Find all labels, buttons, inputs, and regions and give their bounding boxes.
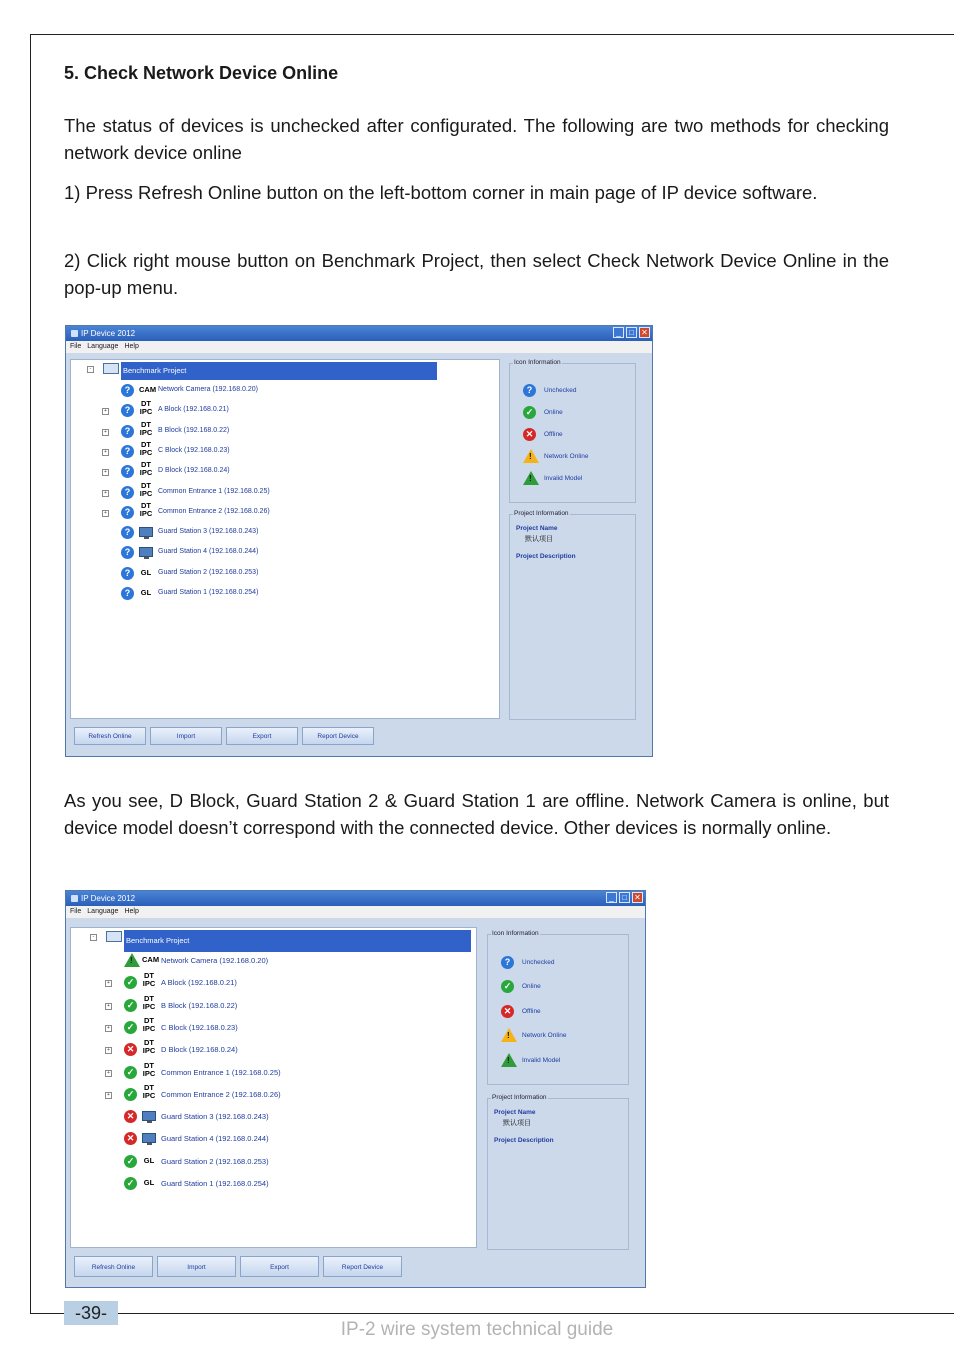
legend-netonline-label: Network Online [522, 1032, 567, 1040]
legend-offline-icon: ✕ [523, 428, 536, 441]
project-description-label: Project Description [494, 1137, 554, 1144]
icon-information-panel [487, 930, 629, 1085]
device-type-dt-ipc: DT IPC [142, 993, 156, 1011]
device-status-online-icon: ✓ [124, 976, 137, 989]
device-type-cam: CAM [139, 385, 157, 394]
device-status-unchecked-icon: ? [121, 445, 134, 458]
project-name-label: Project Name [516, 525, 558, 532]
device-status-unchecked-icon: ? [121, 384, 134, 397]
page-border-left [30, 34, 31, 1314]
tree-collapse-toggle[interactable]: - [90, 934, 97, 941]
refresh-online-button[interactable]: Refresh Online [74, 727, 146, 745]
device-status-unchecked-icon: ? [121, 506, 134, 519]
device-status-online-icon: ✓ [124, 1177, 137, 1190]
tree-expand-toggle[interactable]: + [102, 449, 109, 456]
device-node-label[interactable]: Common Entrance 2 (192.168.0.26) [158, 507, 270, 515]
import-button[interactable]: Import [157, 1256, 236, 1277]
project-name-label: Project Name [494, 1109, 536, 1116]
legend-netonline-icon: ! [523, 449, 539, 463]
window-controls [604, 892, 643, 904]
pc-monitor-icon [142, 1111, 156, 1121]
legend-invalid-label: Invalid Model [544, 475, 583, 482]
maximize-button[interactable]: □ [619, 892, 630, 903]
tree-expand-toggle[interactable]: + [102, 408, 109, 415]
device-node-label[interactable]: Guard Station 4 (192.168.0.244) [158, 548, 259, 556]
app-title: IP Device 2012 [81, 894, 136, 903]
project-node-label: Benchmark Project [126, 936, 190, 945]
tree-expand-toggle[interactable]: + [105, 1047, 112, 1054]
device-node-label[interactable]: Guard Station 2 (192.168.0.253) [161, 1156, 269, 1166]
legend-offline-label: Offline [544, 431, 563, 438]
device-type-dt-ipc: DT IPC [139, 480, 153, 498]
menu-language[interactable]: Language [87, 908, 119, 915]
app-icon [71, 330, 78, 337]
project-description-label: Project Description [516, 553, 576, 560]
device-type-dt-ipc: DT IPC [142, 971, 156, 989]
project-information-panel [487, 1094, 629, 1250]
minimize-button[interactable]: _ [606, 892, 617, 903]
device-node-label[interactable]: D Block (192.168.0.24) [161, 1045, 238, 1055]
section-heading: 5. Check Network Device Online [64, 63, 339, 83]
device-node-label[interactable]: Guard Station 2 (192.168.0.253) [158, 568, 259, 576]
device-node-label[interactable]: Common Entrance 1 (192.168.0.25) [161, 1067, 281, 1077]
legend-unchecked-icon: ? [523, 384, 536, 397]
pc-monitor-icon [142, 1133, 156, 1143]
device-node-label[interactable]: Guard Station 4 (192.168.0.244) [161, 1134, 269, 1144]
method-1-paragraph: 1) Press Refresh Online button on the left-bottom corner in main page of IP device software. [64, 182, 818, 203]
project-name-value: 默认项目 [525, 536, 553, 543]
device-status-unchecked-icon: ? [121, 567, 134, 580]
device-node-label[interactable]: C Block (192.168.0.23) [161, 1022, 238, 1032]
device-type-dt-ipc: DT IPC [142, 1038, 156, 1056]
legend-invalid-icon: ! [501, 1053, 517, 1067]
menu-help[interactable]: Help [124, 343, 139, 350]
device-node-label[interactable]: A Block (192.168.0.21) [161, 978, 237, 988]
device-node-label[interactable]: Network Camera (192.168.0.20) [158, 386, 258, 393]
import-button[interactable]: Import [150, 727, 222, 745]
page-footer: IP-2 wire system technical guide [340, 1319, 614, 1340]
tree-collapse-toggle[interactable]: - [87, 366, 94, 373]
menu-help[interactable]: Help [124, 908, 139, 915]
menu-language[interactable]: Language [87, 343, 119, 350]
device-status-unchecked-icon: ? [121, 425, 134, 438]
menu-bar [66, 906, 645, 918]
device-node-label[interactable]: Common Entrance 2 (192.168.0.26) [161, 1089, 281, 1099]
pc-monitor-icon [139, 527, 153, 537]
project-information-title: Project Information [514, 510, 569, 517]
legend-online-label: Online [544, 409, 563, 416]
device-status-unchecked-icon: ? [121, 526, 134, 539]
device-type-gl: GL [140, 588, 152, 597]
device-node-label[interactable]: B Block (192.168.0.22) [158, 426, 230, 434]
project-node-benchmark[interactable] [124, 930, 471, 952]
page-number: -39- [64, 1301, 118, 1325]
legend-netonline-icon: ! [501, 1028, 517, 1042]
device-node-label[interactable]: Guard Station 1 (192.168.0.254) [161, 1179, 269, 1188]
app-titlebar [66, 326, 652, 341]
device-status-online-icon: ✓ [124, 1088, 137, 1101]
device-status-online-icon: ✓ [124, 1066, 137, 1079]
device-type-dt-ipc: DT IPC [139, 439, 153, 457]
device-type-dt-ipc: DT IPC [139, 419, 153, 437]
report-device-button[interactable]: Report Device [323, 1256, 402, 1277]
device-status-offline-icon: ✕ [124, 1110, 137, 1123]
minimize-button[interactable]: _ [613, 327, 624, 338]
device-type-dt-ipc: DT IPC [139, 500, 153, 518]
device-node-label[interactable]: Guard Station 1 (192.168.0.254) [158, 589, 259, 596]
close-button[interactable]: ✕ [632, 892, 643, 903]
close-button[interactable]: ✕ [639, 327, 650, 338]
export-button[interactable]: Export [226, 727, 298, 745]
result-paragraph: As you see, D Block, Guard Station 2 & Guard Station 1 are offline. Network Camera is online, but device model doesn’t correspond with the connected device. Other devices is normally online. [64, 790, 889, 838]
network-project-icon [103, 363, 119, 374]
device-tree[interactable] [70, 359, 500, 719]
device-node-label[interactable]: C Block (192.168.0.23) [158, 446, 230, 454]
screenshot-after-refresh [65, 890, 646, 1288]
tree-expand-toggle[interactable]: + [102, 429, 109, 436]
icon-information-panel [509, 359, 636, 503]
device-node-label[interactable]: D Block (192.168.0.24) [158, 467, 230, 475]
icon-information-title: Icon Information [514, 359, 561, 366]
export-button[interactable]: Export [240, 1256, 319, 1277]
device-status-unchecked-icon: ? [121, 486, 134, 499]
legend-unchecked-label: Unchecked [544, 387, 577, 394]
device-node-label[interactable]: A Block (192.168.0.21) [158, 406, 229, 414]
tree-expand-toggle[interactable]: + [105, 1070, 112, 1077]
tree-expand-toggle[interactable]: + [105, 1003, 112, 1010]
page-border-top [30, 34, 954, 35]
device-node-label[interactable]: Guard Station 3 (192.168.0.243) [161, 1112, 269, 1122]
report-device-button[interactable]: Report Device [302, 727, 374, 745]
tree-expand-toggle[interactable]: + [102, 510, 109, 517]
device-type-gl: GL [143, 1155, 155, 1165]
method-2-paragraph: 2) Click right mouse button on Benchmark Project, then select Check Network Device Online in the pop-up menu. [64, 250, 889, 298]
device-node-label[interactable]: Network Camera (192.168.0.20) [161, 956, 269, 965]
legend-online-icon: ✓ [523, 406, 536, 419]
tree-expand-toggle[interactable]: + [105, 980, 112, 987]
legend-online-label: Online [522, 983, 541, 991]
device-type-dt-ipc: DT IPC [139, 399, 153, 417]
device-type-gl: GL [143, 1178, 155, 1187]
device-type-dt-ipc: DT IPC [142, 1060, 156, 1078]
icon-information-title: Icon Information [492, 930, 539, 937]
device-status-online-icon: ✓ [124, 999, 137, 1012]
app-titlebar [66, 891, 645, 906]
project-node-benchmark[interactable] [121, 362, 437, 380]
tree-expand-toggle[interactable]: + [105, 1025, 112, 1032]
device-type-dt-ipc: DT IPC [142, 1015, 156, 1033]
project-node-label: Benchmark Project [123, 366, 187, 375]
legend-unchecked-icon: ? [501, 956, 514, 969]
device-tree[interactable] [70, 927, 477, 1248]
tree-expand-toggle[interactable]: + [105, 1092, 112, 1099]
project-name-value: 默认项目 [503, 1120, 531, 1127]
project-information-title: Project Information [492, 1094, 547, 1101]
app-title: IP Device 2012 [81, 329, 136, 338]
device-status-online-icon: ✓ [124, 1155, 137, 1168]
intro-paragraph: The status of devices is unchecked after configurated. The following are two methods for checking network device online [64, 115, 889, 163]
device-node-label[interactable]: Common Entrance 1 (192.168.0.25) [158, 487, 270, 495]
legend-offline-label: Offline [522, 1007, 541, 1015]
device-type-dt-ipc: DT IPC [139, 460, 153, 478]
device-status-unchecked-icon: ? [121, 404, 134, 417]
device-status-unchecked-icon: ? [121, 465, 134, 478]
device-node-label[interactable]: B Block (192.168.0.22) [161, 1000, 238, 1010]
device-type-gl: GL [140, 567, 152, 577]
device-status-invalid-icon: ! [124, 953, 140, 967]
device-status-unchecked-icon: ? [121, 587, 134, 600]
maximize-button[interactable]: □ [626, 327, 637, 338]
device-status-online-icon: ✓ [124, 1021, 137, 1034]
menu-file[interactable]: File [70, 908, 82, 915]
project-information-panel [509, 510, 636, 720]
refresh-online-button[interactable]: Refresh Online [74, 1256, 153, 1277]
device-status-unchecked-icon: ? [121, 546, 134, 559]
device-type-dt-ipc: DT IPC [142, 1082, 156, 1100]
legend-netonline-label: Network Online [544, 453, 589, 460]
app-icon [71, 895, 78, 902]
legend-online-icon: ✓ [501, 980, 514, 993]
pc-monitor-icon [139, 547, 153, 557]
legend-invalid-icon: ! [523, 471, 539, 485]
legend-offline-icon: ✕ [501, 1005, 514, 1018]
network-project-icon [106, 931, 122, 942]
menu-file[interactable]: File [70, 343, 82, 350]
page-border-bottom [30, 1313, 954, 1314]
device-type-cam: CAM [142, 955, 160, 964]
tree-expand-toggle[interactable]: + [102, 490, 109, 497]
legend-invalid-label: Invalid Model [522, 1056, 561, 1064]
device-status-offline-icon: ✕ [124, 1043, 137, 1056]
menu-bar [66, 341, 652, 353]
legend-unchecked-label: Unchecked [522, 959, 555, 966]
tree-expand-toggle[interactable]: + [102, 469, 109, 476]
screenshot-before-refresh [65, 325, 653, 757]
device-node-label[interactable]: Guard Station 3 (192.168.0.243) [158, 528, 259, 536]
device-status-offline-icon: ✕ [124, 1132, 137, 1145]
window-controls [611, 327, 650, 339]
